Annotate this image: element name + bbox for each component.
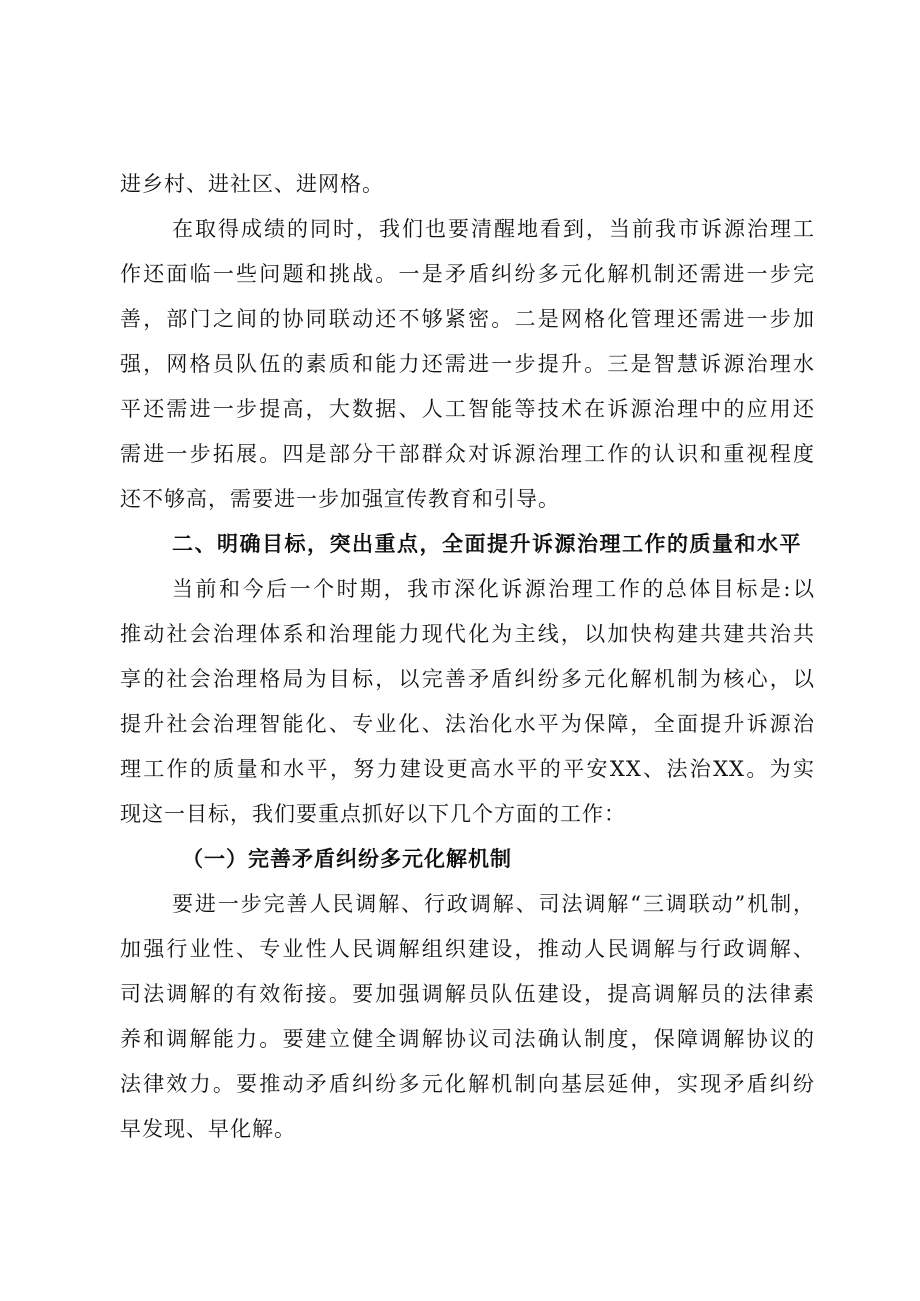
paragraph-line: 理工作的质量和水平，努力建设更高水平的平安XX、法治XX。为实 <box>120 757 815 781</box>
paragraph-line: 需进一步拓展。四是部分干部群众对诉源治理工作的认识和重视程度 <box>120 442 815 466</box>
paragraph-line: 还不够高，需要进一步加强宣传教育和引导。 <box>120 487 560 511</box>
paragraph-challenges <box>120 207 815 522</box>
paragraph-line: 强，网格员队伍的素质和能力还需进一步提升。三是智慧诉源治理水 <box>120 352 815 376</box>
paragraph-line: 加强行业性、专业性人民调解组织建设，推动人民调解与行政调解、 <box>120 937 815 961</box>
paragraph-line: 养和调解能力。要建立健全调解协议司法确认制度，保障调解协议的 <box>120 1027 815 1051</box>
paragraph-mediation <box>120 882 815 1152</box>
paragraph-line: 平还需进一步提高，大数据、人工智能等技术在诉源治理中的应用还 <box>120 397 815 421</box>
subsection-heading: （一）完善矛盾纠纷多元化解机制 <box>182 847 512 871</box>
section-heading: 二、明确目标，突出重点，全面提升诉源治理工作的质量和水平 <box>172 532 802 556</box>
paragraph-line: 享的社会治理格局为目标，以完善矛盾纠纷多元化解机制为核心，以 <box>120 667 815 691</box>
document-page <box>120 162 815 1152</box>
paragraph-line: 法律效力。要推动矛盾纠纷多元化解机制向基层延伸，实现矛盾纠纷 <box>120 1072 815 1096</box>
paragraph-line: 作还面临一些问题和挑战。一是矛盾纠纷多元化解机制还需进一步完 <box>120 262 815 286</box>
paragraph-line: 进乡村、进社区、进网格。 <box>120 172 384 196</box>
paragraph-line: 司法调解的有效衔接。要加强调解员队伍建设，提高调解员的法律素 <box>120 982 815 1006</box>
paragraph-line: 当前和今后一个时期，我市深化诉源治理工作的总体目标是:以 <box>172 577 815 601</box>
paragraph-goals <box>120 567 815 837</box>
paragraph-line: 推动社会治理体系和治理能力现代化为主线，以加快构建共建共治共 <box>120 622 815 646</box>
paragraph-line: 善，部门之间的协同联动还不够紧密。二是网格化管理还需进一步加 <box>120 307 815 331</box>
paragraph-line: 在取得成绩的同时，我们也要清醒地看到，当前我市诉源治理工 <box>172 217 815 241</box>
paragraph-line: 提升社会治理智能化、专业化、法治化水平为保障，全面提升诉源治 <box>120 712 815 736</box>
paragraph-line: 现这一目标，我们要重点抓好以下几个方面的工作： <box>120 802 626 826</box>
paragraph-line: 要进一步完善人民调解、行政调解、司法调解“三调联动”机制， <box>172 892 815 916</box>
paragraph-line: 早发现、早化解。 <box>120 1117 296 1141</box>
